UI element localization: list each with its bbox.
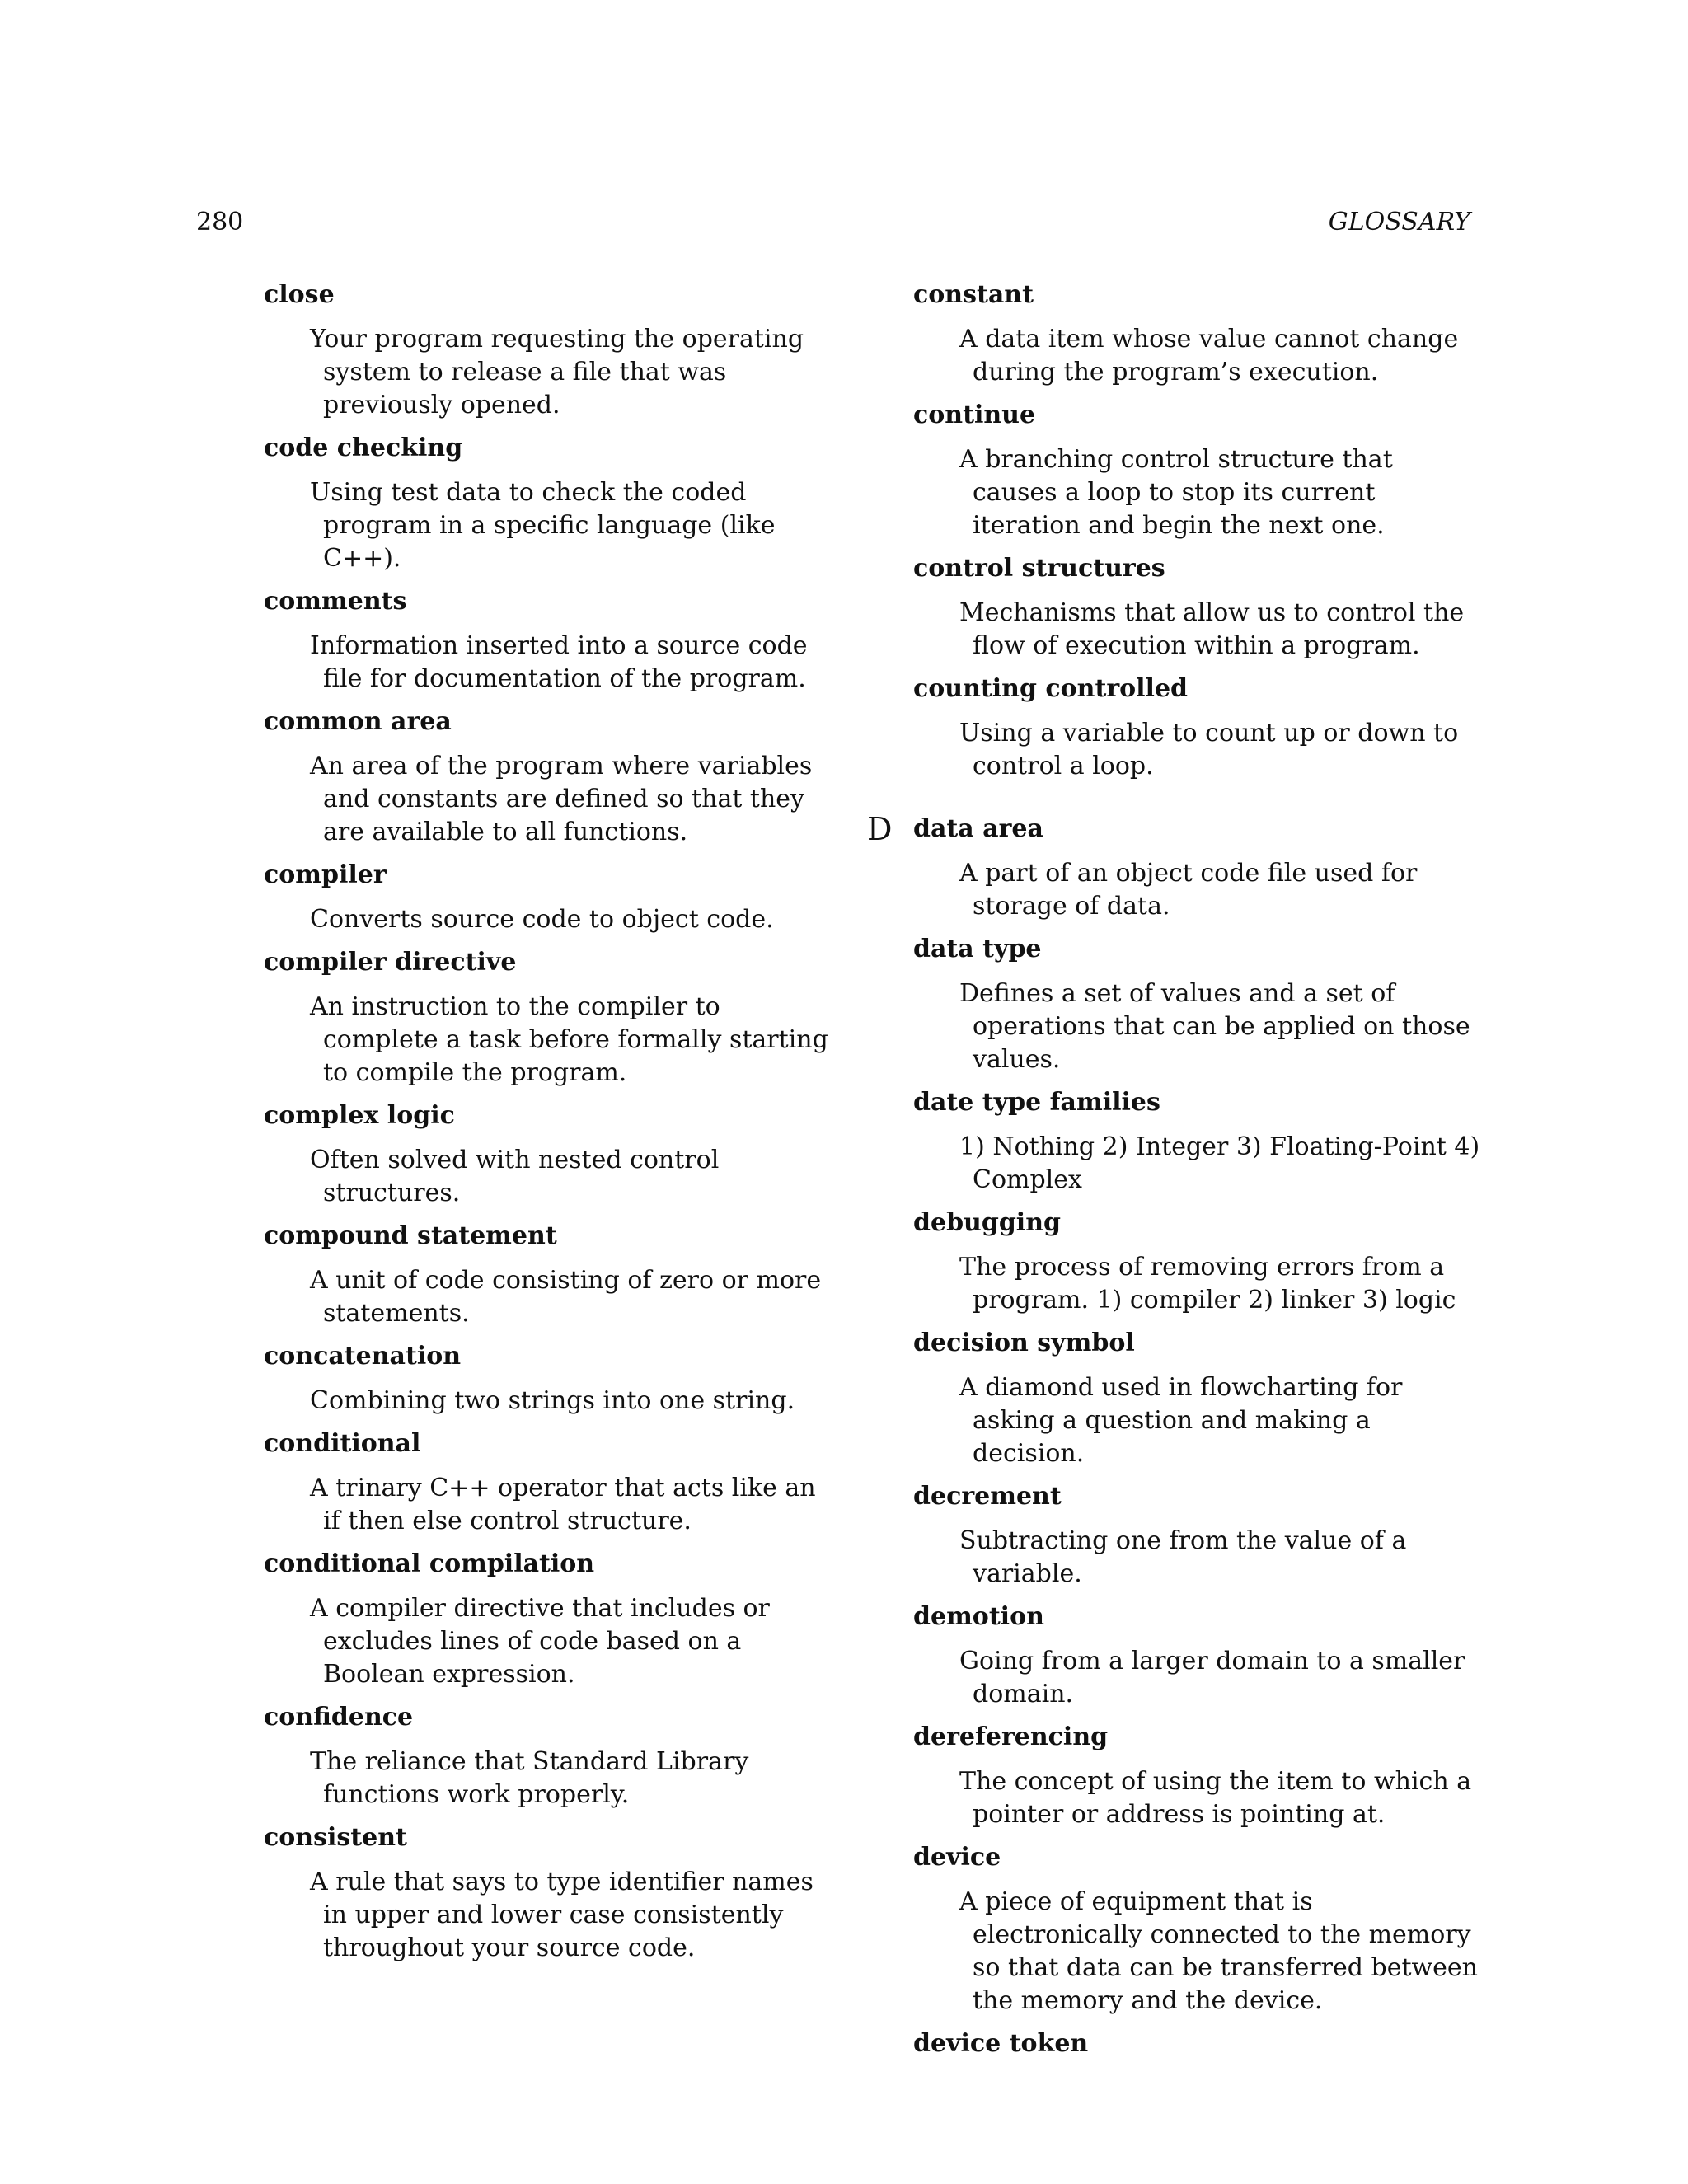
glossary-definition: Defines a set of values and a set of operations that can be applied on those values. [959,979,1470,1074]
glossary-entry [264,1099,832,1210]
glossary-entry [913,813,1482,923]
glossary-term: continue [913,401,1036,429]
glossary-term: counting controlled [913,674,1189,703]
glossary-definition: A piece of equipment that is electronically connected to the memory so that data can be transferred between the memory and the device. [959,1887,1479,2015]
glossary-definition: An area of the program where variables and constants are defined so that they are available to all functions. [310,752,813,846]
glossary-entry [264,1340,832,1418]
glossary-definition: The concept of using the item to which a pointer or address is pointing at. [959,1767,1472,1829]
glossary-entry [264,432,832,575]
glossary-term: complex logic [264,1101,455,1130]
glossary-term: compiler directive [264,948,517,977]
glossary-definition: Information inserted into a source code file for documentation of the program. [310,631,808,693]
glossary-definition: A compiler directive that includes or excludes lines of code based on a Boolean expression. [310,1594,770,1689]
glossary-term: confidence [264,1703,414,1732]
glossary-term: compiler [264,860,387,889]
glossary-definition: Using test data to check the coded program in a specific language (like C++). [310,478,776,573]
glossary-definition: Combining two strings into one string. [310,1386,795,1415]
glossary-left-column [264,279,832,1975]
section-d [867,811,1482,2060]
glossary-entry [913,1841,1482,2018]
glossary-term: concatenation [264,1342,462,1371]
page-number: 280 [196,208,244,237]
glossary-term: demotion [913,1602,1044,1631]
glossary-entry [913,1207,1482,1317]
glossary-definition: A trinary C++ operator that acts like an if then else control structure. [310,1474,816,1535]
glossary-entry [264,1548,832,1691]
glossary-entry [913,933,1482,1076]
glossary-term: device [913,1843,1001,1872]
glossary-entry [264,585,832,696]
glossary-term: decrement [913,1482,1062,1511]
glossary-entry [264,705,832,849]
glossary-term: date type families [913,1088,1160,1117]
glossary-entry [913,1086,1482,1197]
glossary-definition: Using a variable to count up or down to control a loop. [959,719,1459,780]
glossary-term: compound statement [264,1221,557,1250]
glossary-definition: A unit of code consisting of zero or more statements. [310,1266,822,1328]
glossary-term: close [264,280,335,309]
glossary-definition: A branching control structure that causes a loop to stop its current iteration and begin the next one. [959,445,1393,540]
glossary-term: debugging [913,1208,1061,1237]
glossary-definition: Often solved with nested control structures. [310,1146,720,1207]
glossary-entry [913,552,1482,663]
glossary-entry [913,1327,1482,1470]
glossary-entry [913,673,1482,783]
glossary-definition: Mechanisms that allow us to control the flow of execution within a program. [959,598,1465,660]
glossary-entry [264,1701,832,1811]
glossary-entry [913,2027,1482,2060]
glossary-entry [264,1427,832,1538]
glossary-term: data area [913,814,1043,843]
section-letter: D [867,811,893,847]
page-header [196,206,1470,239]
glossary-term: conditional [264,1429,421,1458]
glossary-definition: A diamond used in flowcharting for asking a question and making a decision. [959,1373,1403,1468]
glossary-definition: Going from a larger domain to a smaller domain. [959,1647,1465,1708]
glossary-term: decision symbol [913,1329,1135,1357]
glossary-entry [913,279,1482,389]
glossary-entry [264,1220,832,1330]
running-head: GLOSSARY [1328,208,1470,237]
glossary-term: constant [913,280,1034,309]
glossary-definition: 1) Nothing 2) Integer 3) Floating-Point 4) Complex [959,1132,1480,1194]
glossary-definition: A part of an object code file used for storage of data. [959,859,1418,921]
glossary-entry [264,279,832,422]
glossary-right-column [867,279,1482,2060]
glossary-term: control structures [913,554,1165,583]
glossary-entry [264,859,832,936]
glossary-term: consistent [264,1823,407,1852]
glossary-entry [913,1721,1482,1831]
glossary-entry [264,946,832,1090]
glossary-definition: Subtracting one from the value of a variable. [959,1526,1407,1588]
glossary-term: dereferencing [913,1722,1109,1751]
glossary-definition: Your program requesting the operating system to release a file that was previously opened. [310,325,804,419]
glossary-definition: A data item whose value cannot change during the program’s execution. [959,325,1459,387]
glossary-definition: A rule that says to type identifier names in upper and lower case consistently throughout your source code. [310,1868,814,1962]
glossary-definition: The process of removing errors from a program. 1) compiler 2) linker 3) logic [959,1253,1456,1315]
glossary-entry [913,1480,1482,1591]
glossary-term: device token [913,2029,1089,2058]
glossary-term: comments [264,587,407,616]
glossary-definition: Converts source code to object code. [310,905,774,934]
glossary-definition: The reliance that Standard Library functions work properly. [310,1747,749,1809]
glossary-entry [913,399,1482,542]
glossary-term: data type [913,935,1042,963]
glossary-term: common area [264,707,452,736]
glossary-term: conditional compilation [264,1549,595,1578]
glossary-definition: An instruction to the compiler to complete a task before formally starting to compile the program. [310,992,828,1087]
glossary-entry [913,1601,1482,1711]
glossary-entry [264,1821,832,1965]
glossary-term: code checking [264,434,463,462]
